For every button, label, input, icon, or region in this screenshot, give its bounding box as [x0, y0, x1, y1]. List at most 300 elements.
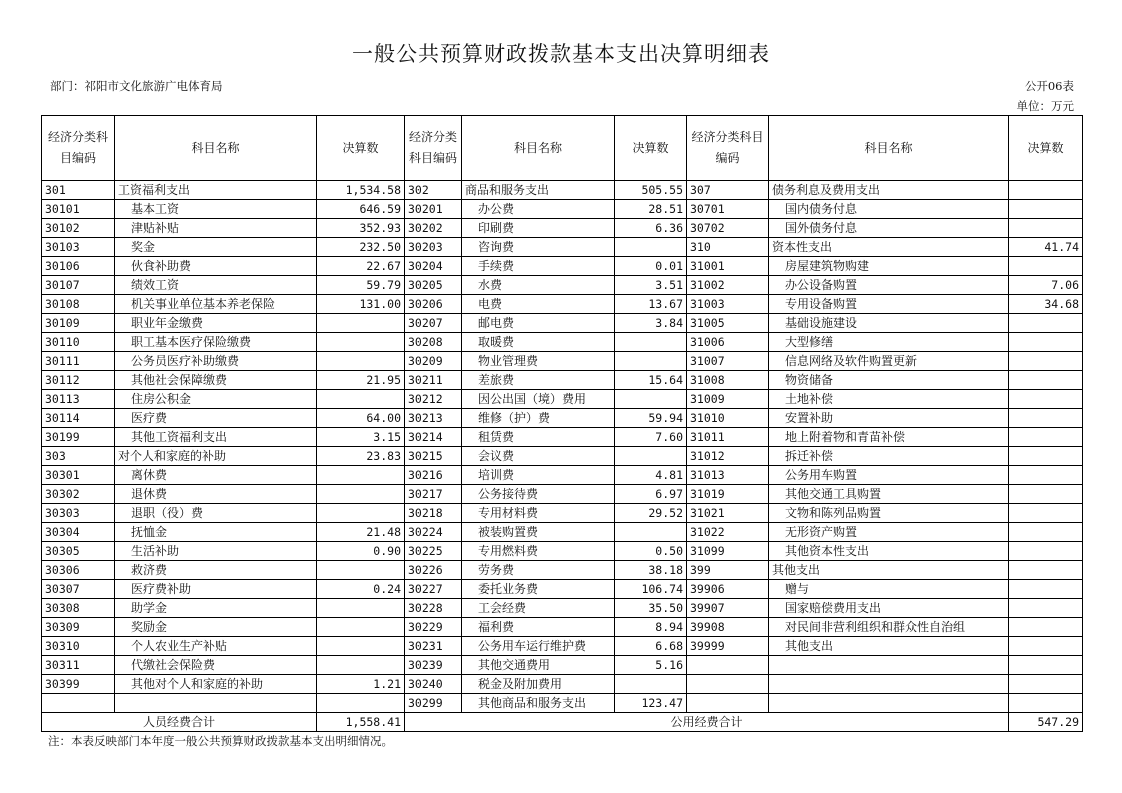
name-cell: 国家赔偿费用支出: [769, 599, 1009, 618]
amount-cell: [1009, 504, 1083, 523]
amount-cell: [1009, 656, 1083, 675]
name-cell: 租赁费: [462, 428, 615, 447]
name-cell: 对民间非营利组织和群众性自治组: [769, 618, 1009, 637]
amount-cell: [317, 504, 405, 523]
code-cell: [687, 675, 769, 694]
table-row: [42, 257, 1083, 276]
code-cell: [687, 694, 769, 713]
name-cell: 维修（护）费: [462, 409, 615, 428]
code-cell: 30231: [405, 637, 462, 656]
name-cell: 会议费: [462, 447, 615, 466]
header-amount-3: 决算数: [1009, 116, 1083, 181]
code-cell: 31099: [687, 542, 769, 561]
code-cell: 30214: [405, 428, 462, 447]
header-code-1: 经济分类科目编码: [42, 116, 115, 181]
code-cell: 301: [42, 181, 115, 200]
name-cell: 助学金: [115, 599, 317, 618]
name-cell: 房屋建筑物购建: [769, 257, 1009, 276]
table-header: [42, 116, 1083, 181]
code-cell: 30215: [405, 447, 462, 466]
amount-cell: 21.95: [317, 371, 405, 390]
name-cell: 专用燃料费: [462, 542, 615, 561]
amount-cell: 34.68: [1009, 295, 1083, 314]
amount-cell: 505.55: [615, 181, 687, 200]
name-cell: 抚恤金: [115, 523, 317, 542]
amount-cell: [615, 390, 687, 409]
code-cell: 30227: [405, 580, 462, 599]
code-cell: 399: [687, 561, 769, 580]
code-cell: 30226: [405, 561, 462, 580]
amount-cell: [1009, 219, 1083, 238]
amount-cell: 6.68: [615, 637, 687, 656]
expenditure-table: [41, 115, 1083, 732]
amount-cell: [317, 637, 405, 656]
amount-cell: 6.97: [615, 485, 687, 504]
amount-cell: [1009, 466, 1083, 485]
amount-cell: [1009, 371, 1083, 390]
name-cell: 对个人和家庭的补助: [115, 447, 317, 466]
name-cell: [769, 675, 1009, 694]
amount-cell: [1009, 181, 1083, 200]
code-cell: 307: [687, 181, 769, 200]
code-cell: 31002: [687, 276, 769, 295]
name-cell: 公务接待费: [462, 485, 615, 504]
code-cell: 30111: [42, 352, 115, 371]
name-cell: 伙食补助费: [115, 257, 317, 276]
name-cell: 代缴社会保险费: [115, 656, 317, 675]
amount-cell: 0.24: [317, 580, 405, 599]
code-cell: 30103: [42, 238, 115, 257]
name-cell: 其他支出: [769, 637, 1009, 656]
amount-cell: [317, 352, 405, 371]
code-cell: 31021: [687, 504, 769, 523]
amount-cell: 4.81: [615, 466, 687, 485]
name-cell: [769, 694, 1009, 713]
unit-label: 单位：万元: [1016, 99, 1074, 113]
table-row: [42, 694, 1083, 713]
table-row: [42, 523, 1083, 542]
name-cell: 手续费: [462, 257, 615, 276]
name-cell: 救济费: [115, 561, 317, 580]
code-cell: 30108: [42, 295, 115, 314]
amount-cell: 6.36: [615, 219, 687, 238]
code-cell: 30239: [405, 656, 462, 675]
table-row: [42, 599, 1083, 618]
table-row: [42, 656, 1083, 675]
amount-cell: [1009, 390, 1083, 409]
name-cell: 地上附着物和青苗补偿: [769, 428, 1009, 447]
amount-cell: 35.50: [615, 599, 687, 618]
table-totals: [42, 713, 1083, 732]
name-cell: 咨询费: [462, 238, 615, 257]
table-row: [42, 276, 1083, 295]
code-cell: 31011: [687, 428, 769, 447]
name-cell: 债务利息及费用支出: [769, 181, 1009, 200]
form-number: 公开06表: [1024, 79, 1074, 93]
name-cell: 奖金: [115, 238, 317, 257]
amount-cell: [1009, 694, 1083, 713]
amount-cell: [1009, 561, 1083, 580]
code-cell: [687, 656, 769, 675]
code-cell: 30310: [42, 637, 115, 656]
code-cell: 30304: [42, 523, 115, 542]
name-cell: 基础设施建设: [769, 314, 1009, 333]
name-cell: 津贴补贴: [115, 219, 317, 238]
table-row: [42, 504, 1083, 523]
code-cell: 30206: [405, 295, 462, 314]
code-cell: 30299: [405, 694, 462, 713]
code-cell: 30216: [405, 466, 462, 485]
name-cell: 其他支出: [769, 561, 1009, 580]
code-cell: 30107: [42, 276, 115, 295]
name-cell: 绩效工资: [115, 276, 317, 295]
amount-cell: 3.84: [615, 314, 687, 333]
code-cell: 30702: [687, 219, 769, 238]
name-cell: 国外债务付息: [769, 219, 1009, 238]
amount-cell: [317, 485, 405, 504]
code-cell: 30701: [687, 200, 769, 219]
code-cell: 30202: [405, 219, 462, 238]
public-total-label: 公用经费合计: [405, 713, 1009, 732]
code-cell: 30205: [405, 276, 462, 295]
code-cell: 39908: [687, 618, 769, 637]
code-cell: 302: [405, 181, 462, 200]
amount-cell: 131.00: [317, 295, 405, 314]
amount-cell: 59.94: [615, 409, 687, 428]
amount-cell: [317, 333, 405, 352]
amount-cell: [317, 694, 405, 713]
name-cell: 公务用车购置: [769, 466, 1009, 485]
amount-cell: 7.60: [615, 428, 687, 447]
table-row: [42, 466, 1083, 485]
amount-cell: 123.47: [615, 694, 687, 713]
name-cell: 被装购置费: [462, 523, 615, 542]
name-cell: 其他对个人和家庭的补助: [115, 675, 317, 694]
code-cell: 30112: [42, 371, 115, 390]
table-row: [42, 428, 1083, 447]
table-row: [42, 181, 1083, 200]
name-cell: 个人农业生产补贴: [115, 637, 317, 656]
code-cell: 30113: [42, 390, 115, 409]
code-cell: 30213: [405, 409, 462, 428]
code-cell: 30211: [405, 371, 462, 390]
amount-cell: 646.59: [317, 200, 405, 219]
name-cell: 医疗费: [115, 409, 317, 428]
code-cell: 31010: [687, 409, 769, 428]
name-cell: 专用材料费: [462, 504, 615, 523]
amount-cell: [317, 466, 405, 485]
code-cell: 30207: [405, 314, 462, 333]
code-cell: 30101: [42, 200, 115, 219]
name-cell: 工资福利支出: [115, 181, 317, 200]
amount-cell: [317, 390, 405, 409]
name-cell: 工会经费: [462, 599, 615, 618]
name-cell: 办公费: [462, 200, 615, 219]
amount-cell: [1009, 447, 1083, 466]
name-cell: [115, 694, 317, 713]
amount-cell: [615, 333, 687, 352]
name-cell: 医疗费补助: [115, 580, 317, 599]
code-cell: 31022: [687, 523, 769, 542]
code-cell: 39999: [687, 637, 769, 656]
name-cell: 文物和陈列品购置: [769, 504, 1009, 523]
table-row: [42, 314, 1083, 333]
name-cell: 大型修缮: [769, 333, 1009, 352]
code-cell: 31012: [687, 447, 769, 466]
code-cell: 310: [687, 238, 769, 257]
header-name-2: 科目名称: [462, 116, 615, 181]
name-cell: 住房公积金: [115, 390, 317, 409]
amount-cell: 1,534.58: [317, 181, 405, 200]
amount-cell: [317, 656, 405, 675]
name-cell: 其他商品和服务支出: [462, 694, 615, 713]
name-cell: 退休费: [115, 485, 317, 504]
name-cell: 退职（役）费: [115, 504, 317, 523]
code-cell: 31003: [687, 295, 769, 314]
code-cell: 39907: [687, 599, 769, 618]
code-cell: 30218: [405, 504, 462, 523]
code-cell: 30109: [42, 314, 115, 333]
header-code-3: 经济分类科目编码: [687, 116, 769, 181]
name-cell: 无形资产购置: [769, 523, 1009, 542]
name-cell: 电费: [462, 295, 615, 314]
amount-cell: [1009, 637, 1083, 656]
table-row: [42, 219, 1083, 238]
amount-cell: 38.18: [615, 561, 687, 580]
personnel-total-label: 人员经费合计: [42, 713, 317, 732]
table-row: [42, 580, 1083, 599]
name-cell: 劳务费: [462, 561, 615, 580]
table-row: [42, 238, 1083, 257]
name-cell: 专用设备购置: [769, 295, 1009, 314]
amount-cell: 15.64: [615, 371, 687, 390]
table-row: [42, 200, 1083, 219]
code-cell: 30110: [42, 333, 115, 352]
name-cell: 取暖费: [462, 333, 615, 352]
name-cell: 物资储备: [769, 371, 1009, 390]
amount-cell: 7.06: [1009, 276, 1083, 295]
department-label: 部门：祁阳市文化旅游广电体育局: [50, 79, 223, 93]
table-row: [42, 618, 1083, 637]
amount-cell: 3.15: [317, 428, 405, 447]
code-cell: 30240: [405, 675, 462, 694]
header-amount-2: 决算数: [615, 116, 687, 181]
name-cell: 印刷费: [462, 219, 615, 238]
table-row: [42, 561, 1083, 580]
code-cell: 30302: [42, 485, 115, 504]
amount-cell: [1009, 542, 1083, 561]
amount-cell: 0.50: [615, 542, 687, 561]
name-cell: 公务用车运行维护费: [462, 637, 615, 656]
amount-cell: [615, 447, 687, 466]
table-row: [42, 295, 1083, 314]
amount-cell: [1009, 675, 1083, 694]
code-cell: 30114: [42, 409, 115, 428]
header-code-2: 经济分类科目编码: [405, 116, 462, 181]
code-cell: 30399: [42, 675, 115, 694]
code-cell: 30208: [405, 333, 462, 352]
table-row: [42, 352, 1083, 371]
name-cell: 物业管理费: [462, 352, 615, 371]
name-cell: 离休费: [115, 466, 317, 485]
amount-cell: 352.93: [317, 219, 405, 238]
amount-cell: [615, 523, 687, 542]
name-cell: 委托业务费: [462, 580, 615, 599]
code-cell: 30204: [405, 257, 462, 276]
code-cell: 30212: [405, 390, 462, 409]
amount-cell: 41.74: [1009, 238, 1083, 257]
name-cell: 赠与: [769, 580, 1009, 599]
amount-cell: [1009, 523, 1083, 542]
amount-cell: 3.51: [615, 276, 687, 295]
amount-cell: [1009, 409, 1083, 428]
header-amount-1: 决算数: [317, 116, 405, 181]
name-cell: 资本性支出: [769, 238, 1009, 257]
table-body: [42, 181, 1083, 713]
code-cell: 30199: [42, 428, 115, 447]
name-cell: 基本工资: [115, 200, 317, 219]
code-cell: 303: [42, 447, 115, 466]
name-cell: 办公设备购置: [769, 276, 1009, 295]
code-cell: 39906: [687, 580, 769, 599]
code-cell: 30203: [405, 238, 462, 257]
name-cell: 职业年金缴费: [115, 314, 317, 333]
name-cell: 邮电费: [462, 314, 615, 333]
code-cell: [42, 694, 115, 713]
code-cell: 31006: [687, 333, 769, 352]
amount-cell: [615, 238, 687, 257]
amount-cell: 8.94: [615, 618, 687, 637]
amount-cell: [317, 618, 405, 637]
amount-cell: [1009, 352, 1083, 371]
name-cell: 信息网络及软件购置更新: [769, 352, 1009, 371]
amount-cell: [317, 599, 405, 618]
code-cell: 31001: [687, 257, 769, 276]
code-cell: 30309: [42, 618, 115, 637]
name-cell: 拆迁补偿: [769, 447, 1009, 466]
code-cell: 30201: [405, 200, 462, 219]
name-cell: 税金及附加费用: [462, 675, 615, 694]
table-row: [42, 542, 1083, 561]
amount-cell: [615, 352, 687, 371]
table-row: [42, 485, 1083, 504]
amount-cell: 23.83: [317, 447, 405, 466]
name-cell: 土地补偿: [769, 390, 1009, 409]
name-cell: 机关事业单位基本养老保险: [115, 295, 317, 314]
amount-cell: [1009, 618, 1083, 637]
page-title: 一般公共预算财政拨款基本支出决算明细表: [352, 42, 770, 66]
name-cell: 其他工资福利支出: [115, 428, 317, 447]
code-cell: 30224: [405, 523, 462, 542]
name-cell: 福利费: [462, 618, 615, 637]
amount-cell: [1009, 333, 1083, 352]
name-cell: 商品和服务支出: [462, 181, 615, 200]
amount-cell: [1009, 580, 1083, 599]
code-cell: 30209: [405, 352, 462, 371]
name-cell: 生活补助: [115, 542, 317, 561]
table-row: [42, 447, 1083, 466]
amount-cell: 64.00: [317, 409, 405, 428]
amount-cell: [1009, 485, 1083, 504]
code-cell: 30305: [42, 542, 115, 561]
name-cell: 其他社会保障缴费: [115, 371, 317, 390]
name-cell: [769, 656, 1009, 675]
amount-cell: [1009, 200, 1083, 219]
code-cell: 30307: [42, 580, 115, 599]
code-cell: 30301: [42, 466, 115, 485]
amount-cell: [1009, 257, 1083, 276]
amount-cell: [1009, 314, 1083, 333]
table-row: [42, 390, 1083, 409]
amount-cell: 232.50: [317, 238, 405, 257]
name-cell: 其他交通费用: [462, 656, 615, 675]
footnote: 注：本表反映部门本年度一般公共预算财政拨款基本支出明细情况。: [48, 734, 393, 748]
amount-cell: 1.21: [317, 675, 405, 694]
amount-cell: [615, 675, 687, 694]
table-row: [42, 675, 1083, 694]
public-total-value: 547.29: [1009, 713, 1083, 732]
header-name-3: 科目名称: [769, 116, 1009, 181]
amount-cell: [317, 314, 405, 333]
name-cell: 职工基本医疗保险缴费: [115, 333, 317, 352]
amount-cell: 0.90: [317, 542, 405, 561]
amount-cell: 13.67: [615, 295, 687, 314]
amount-cell: [1009, 428, 1083, 447]
code-cell: 30311: [42, 656, 115, 675]
code-cell: 30106: [42, 257, 115, 276]
code-cell: 31009: [687, 390, 769, 409]
name-cell: 其他资本性支出: [769, 542, 1009, 561]
code-cell: 31008: [687, 371, 769, 390]
code-cell: 30308: [42, 599, 115, 618]
code-cell: 31019: [687, 485, 769, 504]
table-row: [42, 409, 1083, 428]
code-cell: 30102: [42, 219, 115, 238]
header-name-1: 科目名称: [115, 116, 317, 181]
name-cell: 培训费: [462, 466, 615, 485]
code-cell: 30306: [42, 561, 115, 580]
code-cell: 31005: [687, 314, 769, 333]
name-cell: 国内债务付息: [769, 200, 1009, 219]
name-cell: 水费: [462, 276, 615, 295]
name-cell: 差旅费: [462, 371, 615, 390]
code-cell: 30225: [405, 542, 462, 561]
name-cell: 安置补助: [769, 409, 1009, 428]
name-cell: 公务员医疗补助缴费: [115, 352, 317, 371]
amount-cell: 22.67: [317, 257, 405, 276]
code-cell: 30229: [405, 618, 462, 637]
amount-cell: 28.51: [615, 200, 687, 219]
amount-cell: 0.01: [615, 257, 687, 276]
table-row: [42, 333, 1083, 352]
name-cell: 因公出国（境）费用: [462, 390, 615, 409]
code-cell: 30228: [405, 599, 462, 618]
name-cell: 其他交通工具购置: [769, 485, 1009, 504]
table-row: [42, 637, 1083, 656]
amount-cell: [1009, 599, 1083, 618]
amount-cell: 21.48: [317, 523, 405, 542]
amount-cell: [317, 561, 405, 580]
table-row: [42, 371, 1083, 390]
code-cell: 31013: [687, 466, 769, 485]
code-cell: 30217: [405, 485, 462, 504]
personnel-total-value: 1,558.41: [317, 713, 405, 732]
amount-cell: 29.52: [615, 504, 687, 523]
code-cell: 30303: [42, 504, 115, 523]
amount-cell: 59.79: [317, 276, 405, 295]
amount-cell: 106.74: [615, 580, 687, 599]
code-cell: 31007: [687, 352, 769, 371]
